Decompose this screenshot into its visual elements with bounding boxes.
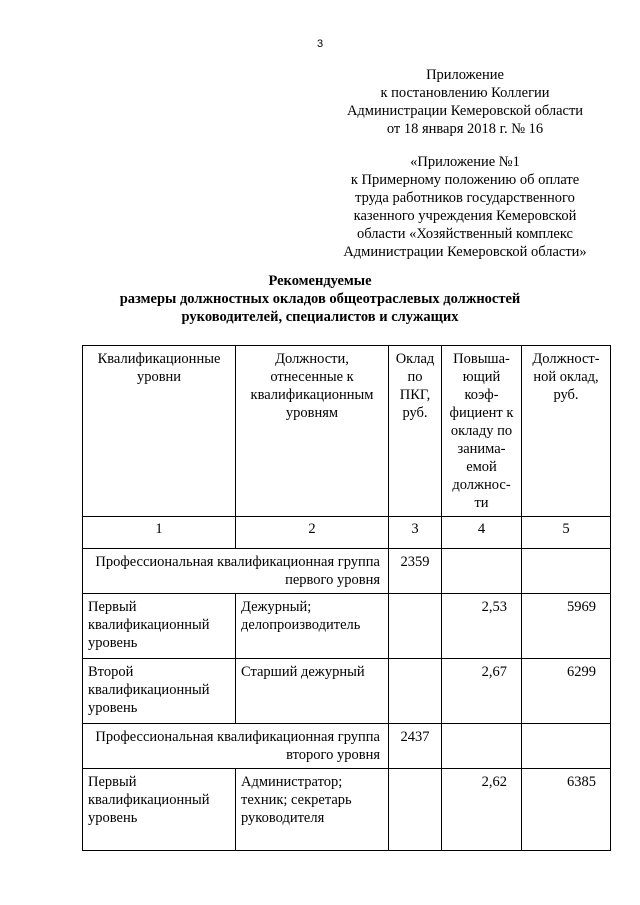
column-number: 1: [83, 517, 236, 549]
official-salary: 6385: [522, 769, 611, 851]
appendix-line: Администрации Кемеровской области: [346, 103, 584, 119]
empty-cell: [389, 594, 442, 659]
header-positions: Должности, отнесенные к квалификационным уровням: [236, 346, 389, 517]
header-official-salary: Должност-ной оклад, руб.: [522, 346, 611, 517]
coefficient: 2,67: [442, 659, 522, 724]
group-row: [83, 549, 611, 594]
qualification-level: Первый квалификационный уровень: [83, 769, 236, 851]
official-salary: 6299: [522, 659, 611, 724]
qualification-level: Второй квалификационный уровень: [83, 659, 236, 724]
column-number: 5: [522, 517, 611, 549]
empty-cell: [442, 724, 522, 769]
column-number-row: [83, 517, 611, 549]
appendix-line: «Приложение №1: [410, 154, 520, 170]
appendix-sub-reference: [330, 153, 600, 261]
table-header-row: [83, 346, 611, 517]
appendix-line: к постановлению Коллегии: [380, 85, 550, 101]
group-salary: 2359: [389, 549, 442, 594]
official-salary: 5969: [522, 594, 611, 659]
appendix-line: Приложение: [426, 67, 504, 83]
header-pkg-salary: Оклад по ПКГ, руб.: [389, 346, 442, 517]
positions: Старший дежурный: [236, 659, 389, 724]
appendix-line: области «Хозяйственный комплекс: [357, 226, 573, 242]
appendix-line: от 18 января 2018 г. № 16: [386, 121, 544, 137]
group-label: Профессиональная квалификационная группа первого уровня: [83, 549, 389, 594]
empty-cell: [442, 549, 522, 594]
group-salary: 2437: [389, 724, 442, 769]
title-line: руководителей, специалистов и служащих: [181, 309, 459, 325]
header-coefficient: Повыша-ющий коэф-фициент к окладу по занима-емой должнос-ти: [442, 346, 522, 517]
salary-table: [82, 345, 611, 851]
table-row: [83, 769, 611, 851]
coefficient: 2,62: [442, 769, 522, 851]
header-qualification-levels: Квалификационные уровни: [83, 346, 236, 517]
group-label: Профессиональная квалификационная группа второго уровня: [83, 724, 389, 769]
group-row: [83, 724, 611, 769]
page-number: 3: [316, 38, 324, 50]
column-number: 3: [389, 517, 442, 549]
appendix-line: труда работников государственного: [355, 190, 575, 206]
qualification-level: Первый квалификационный уровень: [83, 594, 236, 659]
appendix-line: Администрации Кемеровской области»: [343, 244, 587, 260]
coefficient: 2,53: [442, 594, 522, 659]
document-title: [0, 272, 640, 326]
empty-cell: [522, 549, 611, 594]
column-number: 4: [442, 517, 522, 549]
positions: Администратор; техник; секретарь руководителя: [236, 769, 389, 851]
appendix-reference: [345, 66, 585, 138]
table-row: [83, 594, 611, 659]
appendix-line: к Примерному положению об оплате: [350, 172, 580, 188]
title-line: Рекомендуемые: [268, 273, 372, 289]
positions: Дежурный; делопроизводитель: [236, 594, 389, 659]
table-row: [83, 659, 611, 724]
empty-cell: [389, 659, 442, 724]
empty-cell: [522, 724, 611, 769]
empty-cell: [389, 769, 442, 851]
appendix-line: казенного учреждения Кемеровской: [353, 208, 577, 224]
title-line: размеры должностных окладов общеотраслевых должностей: [119, 291, 521, 307]
column-number: 2: [236, 517, 389, 549]
